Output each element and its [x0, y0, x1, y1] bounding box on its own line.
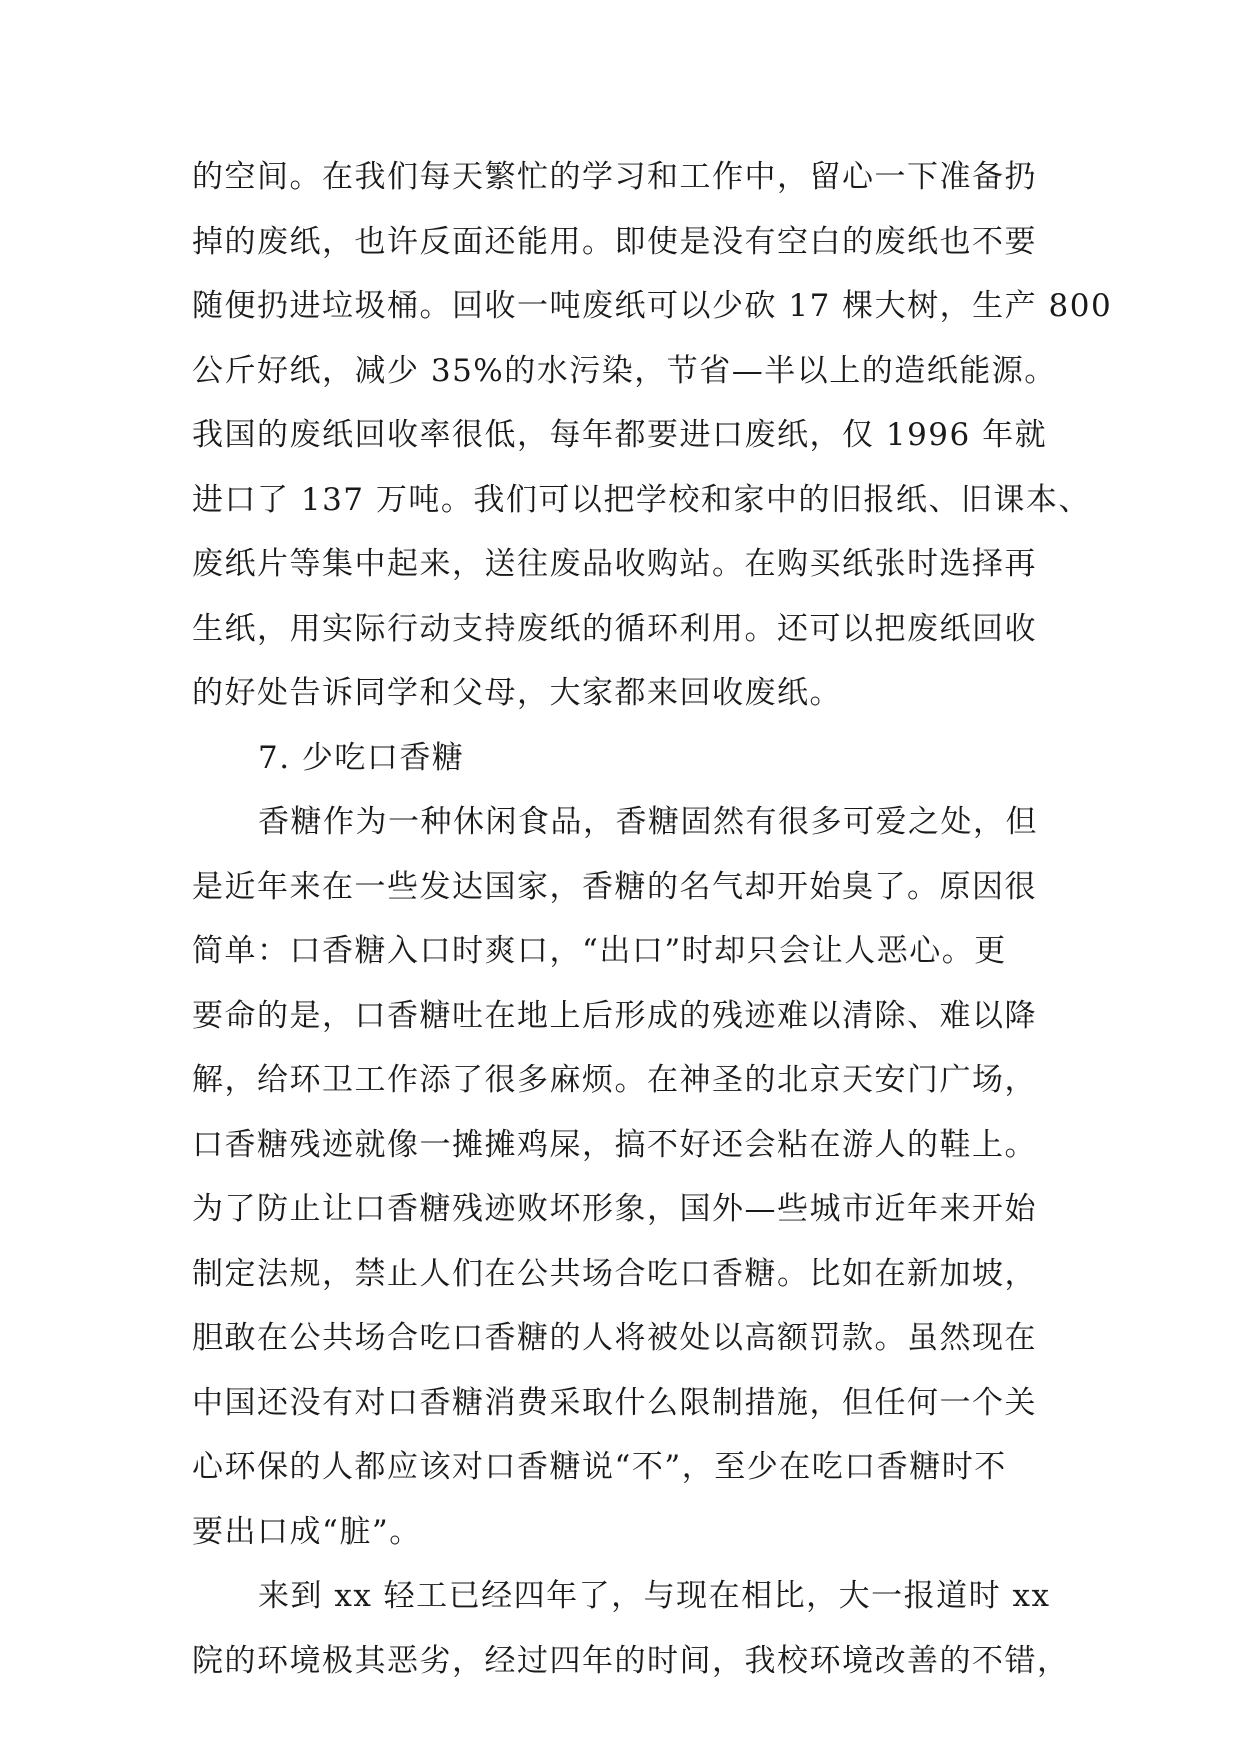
- text-line: 为了防止让口香糖残迹败坏形象，国外—些城市近年来开始: [192, 1191, 1037, 1227]
- text-line: 废纸片等集中起来，送往废品收购站。在购买纸张时选择再: [192, 546, 1037, 582]
- text-line: 要命的是，口香糖吐在地上后形成的残迹难以清除、难以降: [192, 997, 1037, 1034]
- section-heading: 7. 少吃口香糖: [258, 739, 465, 776]
- paragraph-waste-paper: [192, 145, 1113, 726]
- text-line: 是近年来在一些发达国家，香糖的名气却开始臭了。原因很: [192, 868, 1037, 905]
- paragraph-closing: [192, 1564, 1072, 1693]
- text-line: 解，给环卫工作添了很多麻烦。在神圣的北京天安门广场，: [192, 1062, 1037, 1098]
- text-line: 的好处告诉同学和父母，大家都来回收废纸。: [192, 675, 842, 711]
- text-line: 随便扔进垃圾桶。回收一吨废纸可以少砍 17 棵大树，生产 800: [192, 288, 1113, 324]
- text-line: 制定法规，禁止人们在公共场合吃口香糖。比如在新加坡，: [192, 1255, 1037, 1292]
- text-line: 胆敢在公共场合吃口香糖的人将被处以高额罚款。虽然现在: [192, 1320, 1037, 1356]
- text-line: 中国还没有对口香糖消费采取什么限制措施，但任何一个关: [192, 1384, 1037, 1421]
- text-line: 掉的废纸，也许反面还能用。即使是没有空白的废纸也不要: [192, 223, 1037, 260]
- text-line: 公斤好纸，减少 35%的水污染，节省—半以上的造纸能源。: [192, 352, 1057, 389]
- text-line: 我国的废纸回收率很低，每年都要进口废纸，仅 1996 年就: [192, 417, 1048, 453]
- text-line: 生纸，用实际行动支持废纸的循环利用。还可以把废纸回收: [192, 610, 1037, 647]
- text-line: 心环保的人都应该对口香糖说“不”，至少在吃口香糖时不: [192, 1449, 1007, 1485]
- text-line: 简单：口香糖入口时爽口，“出口”时却只会让人恶心。更: [192, 933, 1007, 969]
- document-body: [192, 145, 1113, 1693]
- text-line: 香糖作为一种休闲食品，香糖固然有很多可爱之处，但: [258, 804, 1038, 840]
- text-line: 的空间。在我们每天繁忙的学习和工作中，留心一下准备扔: [192, 159, 1037, 195]
- text-line: 口香糖残迹就像一摊摊鸡屎，搞不好还会粘在游人的鞋上。: [192, 1126, 1037, 1163]
- paragraph-chewing-gum: [192, 790, 1072, 1564]
- text-line: 进口了 137 万吨。我们可以把学校和家中的旧报纸、旧课本、: [192, 481, 1091, 518]
- text-line: 要出口成“脏”。: [192, 1513, 422, 1550]
- text-line: 院的环境极其恶劣，经过四年的时间，我校环境改善的不错，: [192, 1642, 1070, 1679]
- text-line: 来到 xx 轻工已经四年了，与现在相比，大一报道时 xx: [258, 1578, 1051, 1614]
